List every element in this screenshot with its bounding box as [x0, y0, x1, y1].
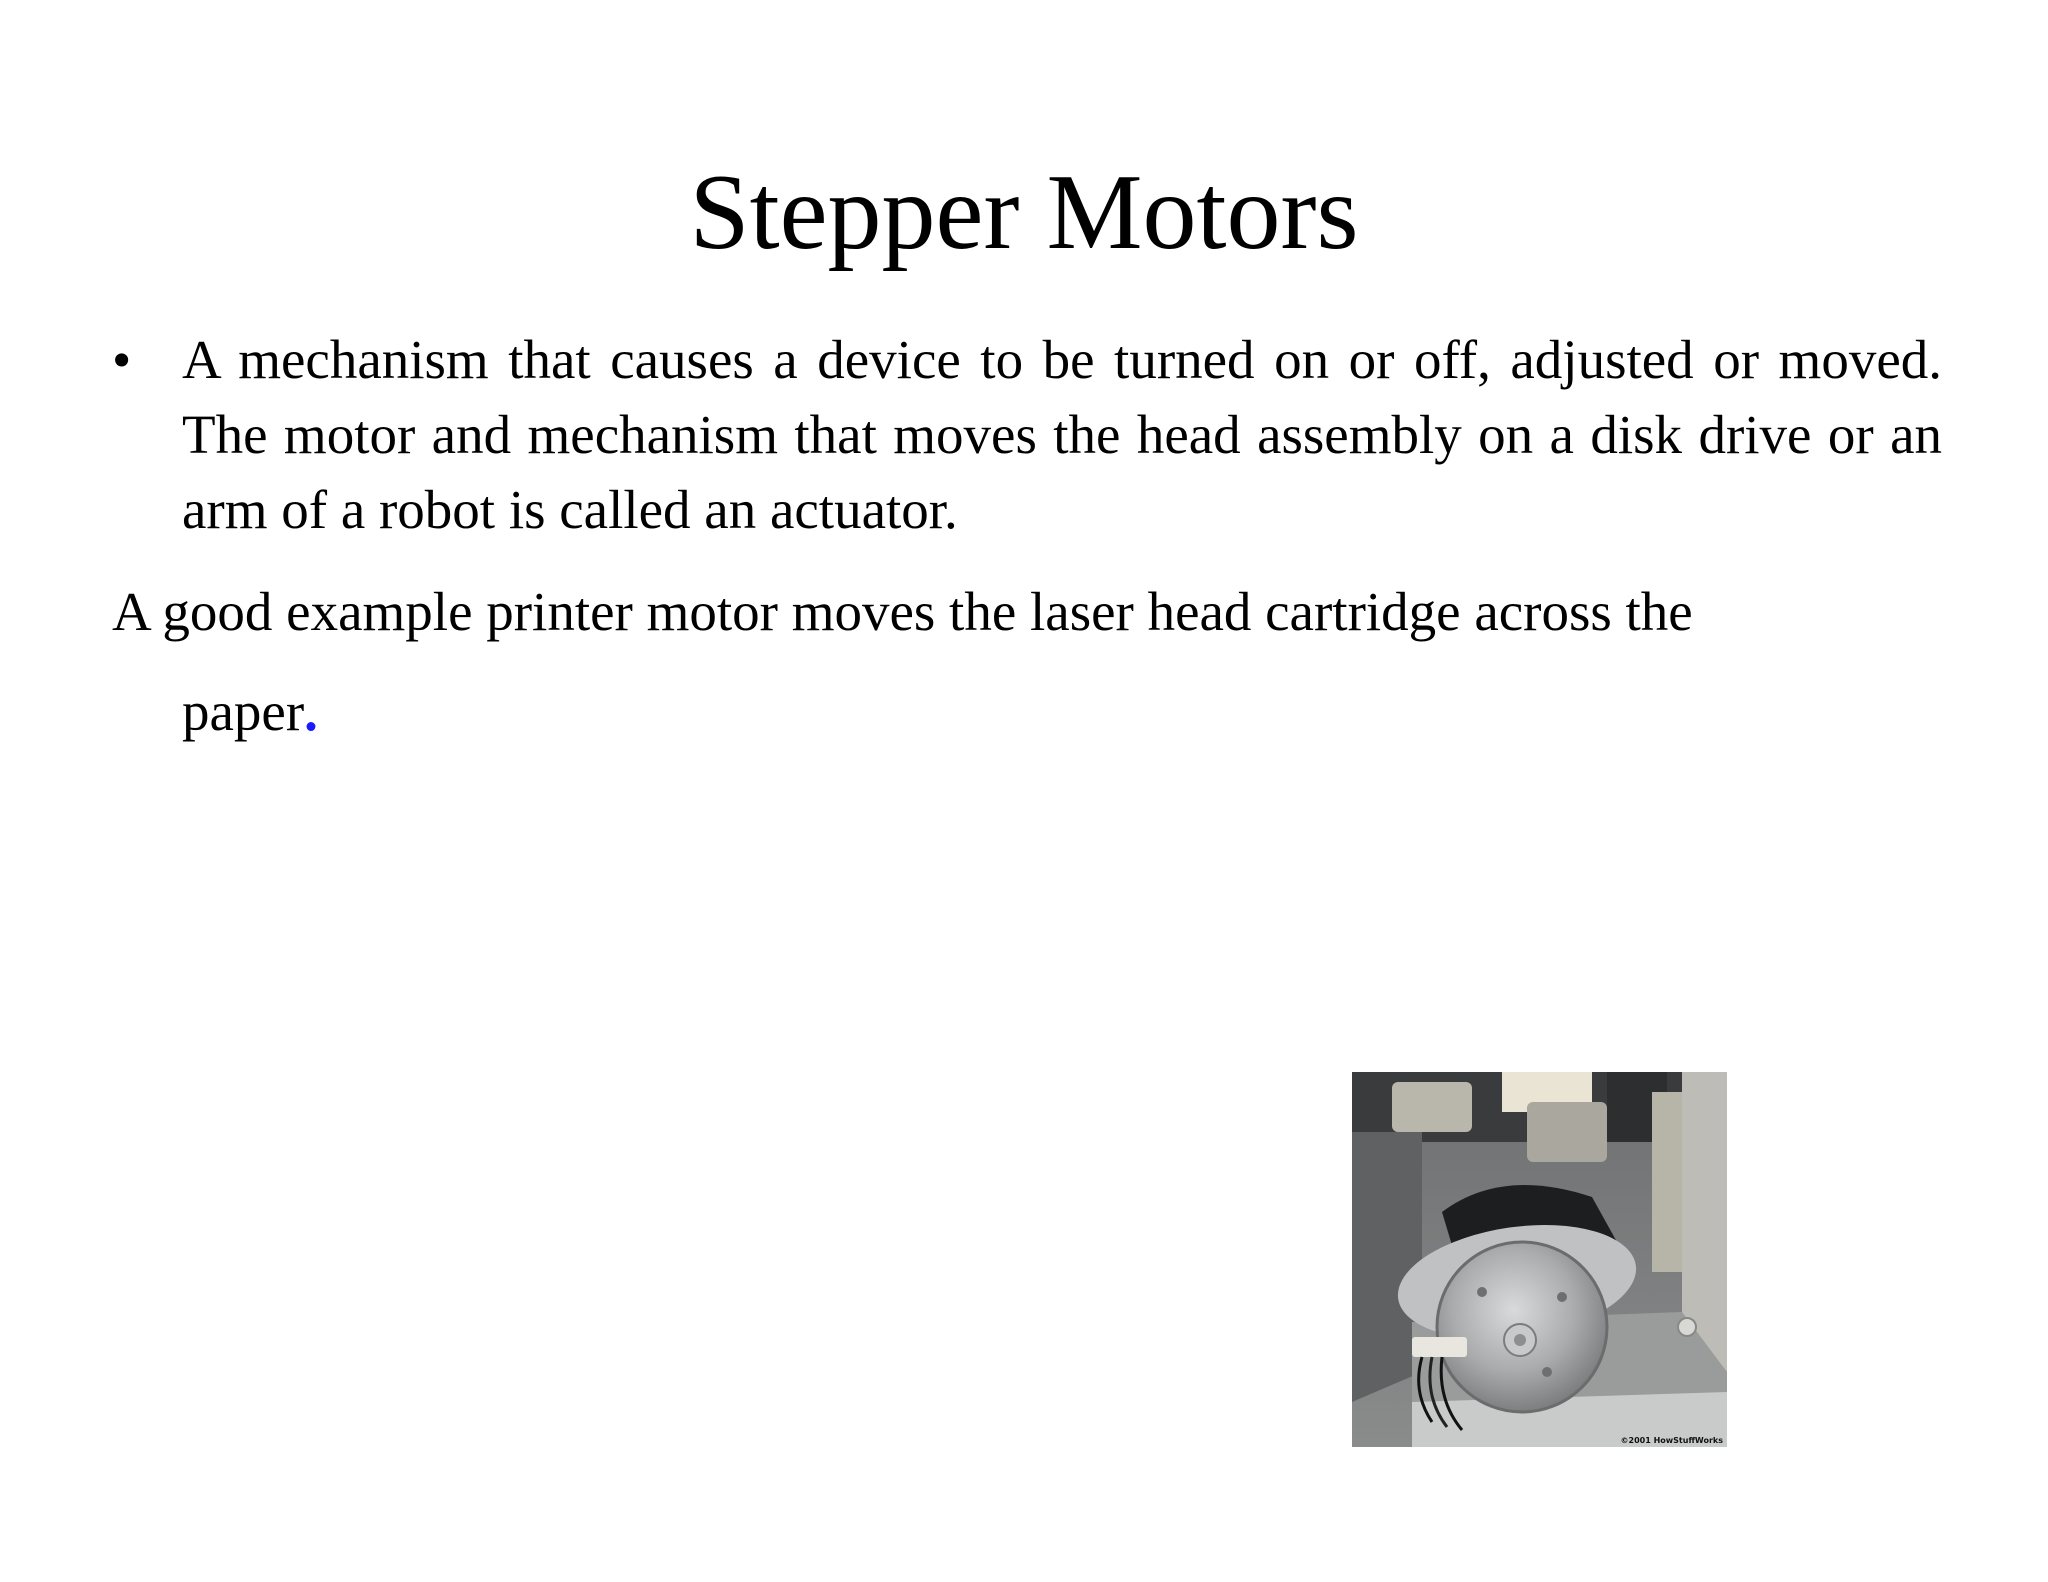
paragraph-line-2-text: paper: [182, 681, 305, 742]
paragraph-period: .: [304, 681, 318, 742]
slide-title: Stepper Motors: [689, 153, 1359, 272]
bullet-item: [112, 322, 1942, 547]
stepper-motor-photo: [1352, 1072, 1727, 1447]
paragraph-line-1: A good example printer motor moves the laser head cartridge across the: [112, 581, 1693, 642]
example-paragraph: [112, 562, 1942, 762]
image-credit: ©2001 HowStuffWorks: [1620, 1436, 1723, 1445]
paragraph-line-2: [112, 662, 1942, 762]
bullet-text: A mechanism that causes a device to be turned on or off, adjusted or moved. The motor and mechanism that moves the head assembly on a disk drive or an arm of a robot is called an actuator.: [182, 329, 1942, 540]
stepper-motor-illustration: [1352, 1072, 1727, 1447]
bullet-marker: •: [112, 329, 132, 390]
